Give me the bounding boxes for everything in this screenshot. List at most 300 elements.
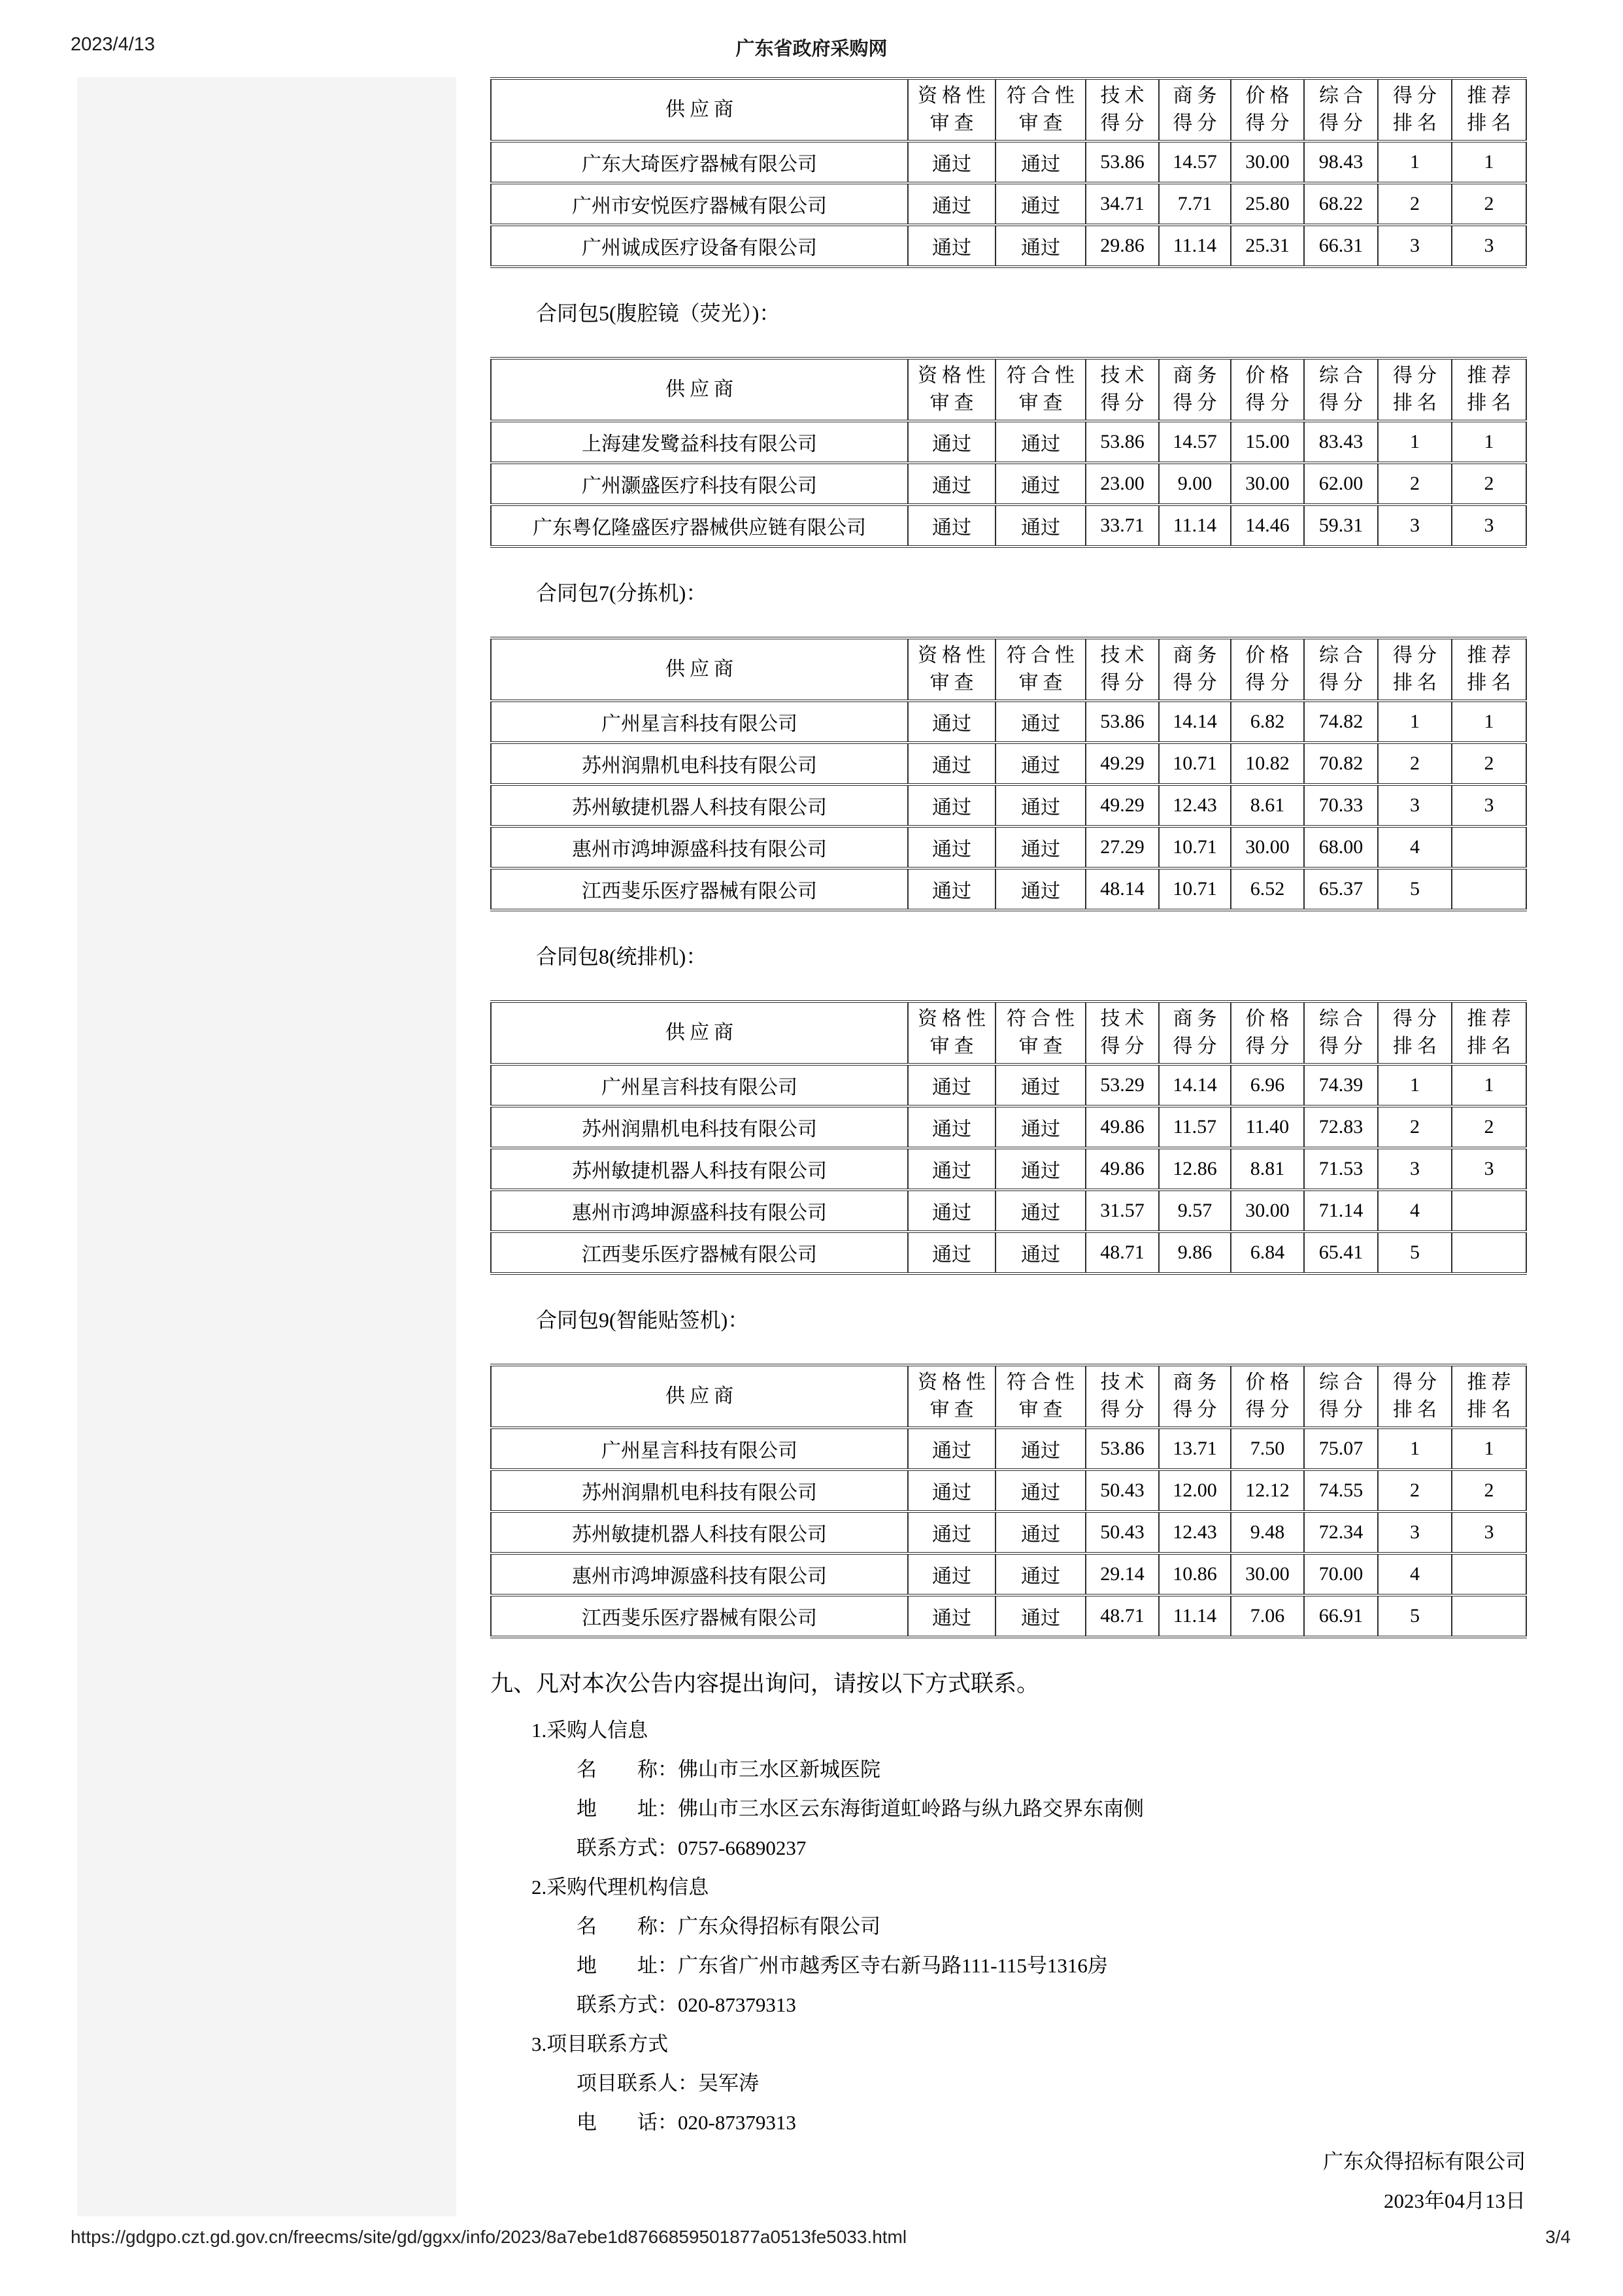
price-score-cell: 14.46 — [1231, 505, 1304, 547]
recommend-rank-cell: 1 — [1452, 1064, 1526, 1106]
column-header-line1: 商务 — [1173, 1372, 1222, 1393]
price-score-cell: 30.00 — [1231, 1553, 1304, 1595]
column-header-cell — [1086, 358, 1159, 421]
column-header-line2: 排名 — [1467, 1399, 1516, 1421]
qualification-review-cell: 通过 — [908, 183, 996, 225]
table-row — [491, 1148, 1526, 1190]
column-header-cell — [491, 1002, 908, 1064]
column-header-line1: 符合性 — [1007, 645, 1079, 666]
column-header-cell — [1452, 78, 1526, 141]
qualification-review-cell: 通过 — [908, 826, 996, 868]
footer-page-number: 3/4 — [1545, 2227, 1571, 2247]
column-header-cell — [491, 358, 908, 421]
column-header-line2: 得分 — [1319, 392, 1367, 414]
technical-score-cell: 49.29 — [1086, 785, 1159, 826]
comprehensive-score-cell: 65.37 — [1304, 868, 1378, 910]
table-row — [491, 1595, 1526, 1637]
recommend-rank-cell: 1 — [1452, 701, 1526, 743]
score-rank-cell: 1 — [1378, 141, 1452, 183]
column-header-cell — [1086, 78, 1159, 141]
business-score-cell: 10.86 — [1159, 1553, 1231, 1595]
business-score-cell: 9.57 — [1159, 1190, 1231, 1232]
recommend-rank-cell — [1452, 1190, 1526, 1232]
column-header-line1: 技术 — [1100, 365, 1149, 386]
price-score-cell: 30.00 — [1231, 141, 1304, 183]
comprehensive-score-cell: 70.33 — [1304, 785, 1378, 826]
recommend-rank-cell: 1 — [1452, 421, 1526, 463]
column-header-line2: 排名 — [1393, 672, 1441, 694]
conformity-review-cell: 通过 — [996, 1511, 1086, 1553]
recommend-rank-cell — [1452, 868, 1526, 910]
table-body — [491, 421, 1526, 547]
column-header-line2: 排名 — [1467, 1036, 1516, 1057]
price-score-cell: 6.52 — [1231, 868, 1304, 910]
qualification-review-cell: 通过 — [908, 1511, 996, 1553]
business-score-cell: 7.71 — [1159, 183, 1231, 225]
column-header-line1: 技术 — [1100, 645, 1149, 666]
recommend-rank-cell: 3 — [1452, 225, 1526, 267]
column-header-line2: 得分 — [1173, 392, 1222, 414]
supplier-cell: 苏州敏捷机器人科技有限公司 — [491, 1511, 908, 1553]
column-header-cell — [1159, 1365, 1231, 1428]
business-score-cell: 9.00 — [1159, 463, 1231, 505]
price-score-cell: 25.31 — [1231, 225, 1304, 267]
column-header-line2: 审查 — [1018, 672, 1067, 694]
document-content — [490, 77, 1526, 2221]
comprehensive-score-cell: 74.39 — [1304, 1064, 1378, 1106]
contact-group-title-project: 3.项目联系方式 — [531, 2032, 669, 2055]
conformity-review-cell: 通过 — [996, 1428, 1086, 1470]
column-header-line1: 得分 — [1393, 1372, 1441, 1393]
supplier-cell: 广州星言科技有限公司 — [491, 1064, 908, 1106]
column-header-line2: 排名 — [1467, 672, 1516, 694]
column-header-line1: 符合性 — [1007, 1008, 1079, 1030]
table-row — [491, 1428, 1526, 1470]
conformity-review-cell: 通过 — [996, 141, 1086, 183]
column-header-line2: 审查 — [929, 392, 979, 414]
conformity-review-cell: 通过 — [996, 1232, 1086, 1274]
qualification-review-cell: 通过 — [908, 505, 996, 547]
table-header-row — [491, 638, 1526, 701]
column-header-line1: 资格性 — [918, 645, 990, 666]
technical-score-cell: 53.86 — [1086, 421, 1159, 463]
score-rank-cell: 2 — [1378, 1106, 1452, 1148]
qualification-review-cell: 通过 — [908, 421, 996, 463]
column-header-cell — [908, 638, 996, 701]
score-table-package7 — [490, 637, 1527, 911]
column-header-line1: 供应商 — [665, 379, 738, 400]
column-header-cell — [1159, 358, 1231, 421]
column-header-line1: 推荐 — [1467, 365, 1516, 386]
column-header-cell — [908, 78, 996, 141]
recommend-rank-cell: 3 — [1452, 785, 1526, 826]
column-header-line1: 供应商 — [665, 99, 738, 120]
column-header-line2: 审查 — [1018, 1399, 1067, 1421]
conformity-review-cell: 通过 — [996, 701, 1086, 743]
price-score-cell: 25.80 — [1231, 183, 1304, 225]
business-score-cell: 12.43 — [1159, 785, 1231, 826]
supplier-cell: 广州市安悦医疗器械有限公司 — [491, 183, 908, 225]
conformity-review-cell: 通过 — [996, 743, 1086, 785]
column-header-line1: 技术 — [1100, 85, 1149, 107]
column-header-line2: 审查 — [1018, 1036, 1067, 1057]
comprehensive-score-cell: 71.53 — [1304, 1148, 1378, 1190]
business-score-cell: 10.71 — [1159, 826, 1231, 868]
page-title: 广东省政府采购网 — [735, 39, 888, 59]
price-score-cell: 7.06 — [1231, 1595, 1304, 1637]
contact-group-agency — [490, 1904, 1526, 2022]
score-rank-cell: 2 — [1378, 743, 1452, 785]
score-rank-cell: 2 — [1378, 1470, 1452, 1511]
price-score-cell: 6.82 — [1231, 701, 1304, 743]
technical-score-cell: 29.86 — [1086, 225, 1159, 267]
column-header-cell — [1452, 358, 1526, 421]
section-heading-package9: 合同包9(智能贴签机)： — [536, 1308, 749, 1332]
recommend-rank-cell: 2 — [1452, 1106, 1526, 1148]
score-rank-cell: 3 — [1378, 785, 1452, 826]
column-header-line1: 商务 — [1173, 645, 1222, 666]
business-score-cell: 12.86 — [1159, 1148, 1231, 1190]
qualification-review-cell: 通过 — [908, 743, 996, 785]
column-header-line2: 得分 — [1319, 672, 1367, 694]
column-header-cell — [1086, 1365, 1159, 1428]
column-header-cell — [1304, 1002, 1378, 1064]
column-header-line1: 资格性 — [918, 1008, 990, 1030]
technical-score-cell: 53.86 — [1086, 701, 1159, 743]
conformity-review-cell: 通过 — [996, 421, 1086, 463]
table-row — [491, 785, 1526, 826]
column-header-line1: 价格 — [1245, 1372, 1294, 1393]
score-rank-cell: 2 — [1378, 183, 1452, 225]
column-header-line2: 得分 — [1173, 112, 1222, 134]
column-header-line2: 审查 — [1018, 392, 1067, 414]
supplier-cell: 广州星言科技有限公司 — [491, 1428, 908, 1470]
column-header-line1: 供应商 — [665, 658, 738, 680]
technical-score-cell: 34.71 — [1086, 183, 1159, 225]
comprehensive-score-cell: 59.31 — [1304, 505, 1378, 547]
score-rank-cell: 3 — [1378, 505, 1452, 547]
comprehensive-score-cell: 72.83 — [1304, 1106, 1378, 1148]
score-rank-cell: 3 — [1378, 1148, 1452, 1190]
contact-line: 项目联系人：吴军涛 — [577, 2071, 759, 2095]
recommend-rank-cell: 1 — [1452, 141, 1526, 183]
recommend-rank-cell: 3 — [1452, 505, 1526, 547]
column-header-line1: 供应商 — [665, 1385, 738, 1407]
column-header-cell — [996, 78, 1086, 141]
price-score-cell: 15.00 — [1231, 421, 1304, 463]
column-header-line1: 技术 — [1100, 1372, 1149, 1393]
column-header-cell — [1304, 78, 1378, 141]
table-body — [491, 141, 1526, 267]
column-header-line1: 商务 — [1173, 85, 1222, 107]
qualification-review-cell: 通过 — [908, 141, 996, 183]
score-table-package5 — [490, 357, 1527, 548]
column-header-line2: 排名 — [1393, 112, 1441, 134]
contact-group-title-agency: 2.采购代理机构信息 — [531, 1875, 709, 1899]
column-header-line1: 得分 — [1393, 365, 1441, 386]
column-header-line1: 资格性 — [918, 85, 990, 107]
table-header-row — [491, 358, 1526, 421]
business-score-cell: 14.57 — [1159, 141, 1231, 183]
recommend-rank-cell: 3 — [1452, 1148, 1526, 1190]
column-header-line2: 得分 — [1173, 1036, 1222, 1057]
contact-line: 联系方式：0757-66890237 — [577, 1836, 807, 1859]
footer-url: https://gdgpo.czt.gd.gov.cn/freecms/site/gd/ggxx/info/2023/8a7ebe1d8766859501877a0513fe5033.html — [71, 2227, 907, 2247]
column-header-cell — [1231, 1002, 1304, 1064]
column-header-cell — [1231, 638, 1304, 701]
supplier-cell: 江西斐乐医疗器械有限公司 — [491, 868, 908, 910]
conformity-review-cell: 通过 — [996, 1595, 1086, 1637]
conformity-review-cell: 通过 — [996, 785, 1086, 826]
price-score-cell: 8.81 — [1231, 1148, 1304, 1190]
recommend-rank-cell: 2 — [1452, 463, 1526, 505]
column-header-line2: 得分 — [1245, 1399, 1294, 1421]
column-header-line2: 审查 — [929, 1399, 979, 1421]
column-header-line2: 审查 — [1018, 112, 1067, 134]
conformity-review-cell: 通过 — [996, 1470, 1086, 1511]
contact-line: 地 址：广东省广州市越秀区寺右新马路111-115号1316房 — [577, 1953, 1108, 1977]
column-header-cell — [1159, 1002, 1231, 1064]
business-score-cell: 10.71 — [1159, 868, 1231, 910]
qualification-review-cell: 通过 — [908, 1148, 996, 1190]
column-header-line2: 得分 — [1245, 1036, 1294, 1057]
column-header-line2: 排名 — [1393, 1399, 1441, 1421]
technical-score-cell: 31.57 — [1086, 1190, 1159, 1232]
table-body — [491, 701, 1526, 910]
contact-line: 电 话：020-87379313 — [577, 2110, 796, 2134]
column-header-line2: 得分 — [1245, 672, 1294, 694]
column-header-line1: 商务 — [1173, 1008, 1222, 1030]
column-header-cell — [1378, 1365, 1452, 1428]
contact-group-title-purchaser: 1.采购人信息 — [531, 1718, 648, 1742]
section-heading-package8: 合同包8(统排机)： — [536, 945, 707, 968]
column-header-cell — [1231, 358, 1304, 421]
column-header-cell — [1086, 638, 1159, 701]
qualification-review-cell: 通过 — [908, 868, 996, 910]
table-row — [491, 421, 1526, 463]
section-heading-package7: 合同包7(分拣机)： — [536, 581, 707, 605]
conformity-review-cell: 通过 — [996, 463, 1086, 505]
table-row — [491, 1511, 1526, 1553]
score-table-package8 — [490, 1000, 1527, 1275]
section-heading-package5: 合同包5(腹腔镜（荧光）)： — [536, 301, 780, 325]
column-header-line1: 技术 — [1100, 1008, 1149, 1030]
conformity-review-cell: 通过 — [996, 1064, 1086, 1106]
technical-score-cell: 49.86 — [1086, 1106, 1159, 1148]
column-header-line2: 得分 — [1245, 112, 1294, 134]
score-rank-cell: 1 — [1378, 421, 1452, 463]
contact-line: 名 称：广东众得招标有限公司 — [577, 1914, 880, 1938]
column-header-cell — [1378, 1002, 1452, 1064]
signature-company: 广东众得招标有限公司 — [1323, 2150, 1526, 2173]
score-rank-cell: 5 — [1378, 868, 1452, 910]
comprehensive-score-cell: 70.00 — [1304, 1553, 1378, 1595]
column-header-line2: 得分 — [1100, 112, 1149, 134]
qualification-review-cell: 通过 — [908, 1064, 996, 1106]
business-score-cell: 11.14 — [1159, 505, 1231, 547]
table-row — [491, 463, 1526, 505]
recommend-rank-cell — [1452, 826, 1526, 868]
table-row — [491, 1106, 1526, 1148]
table-header-row — [491, 1002, 1526, 1064]
table-header-row — [491, 1365, 1526, 1428]
supplier-cell: 广东粤亿隆盛医疗器械供应链有限公司 — [491, 505, 908, 547]
price-score-cell: 9.48 — [1231, 1511, 1304, 1553]
column-header-line1: 综合 — [1319, 85, 1367, 107]
recommend-rank-cell: 1 — [1452, 1428, 1526, 1470]
score-rank-cell: 2 — [1378, 463, 1452, 505]
contact-group-purchaser — [490, 1747, 1526, 1865]
technical-score-cell: 29.14 — [1086, 1553, 1159, 1595]
column-header-cell — [908, 1002, 996, 1064]
comprehensive-score-cell: 72.34 — [1304, 1511, 1378, 1553]
column-header-cell — [491, 638, 908, 701]
column-header-cell — [1378, 638, 1452, 701]
column-header-line2: 排名 — [1393, 392, 1441, 414]
score-rank-cell: 3 — [1378, 1511, 1452, 1553]
score-rank-cell: 4 — [1378, 1190, 1452, 1232]
column-header-cell — [908, 1365, 996, 1428]
score-rank-cell: 3 — [1378, 225, 1452, 267]
comprehensive-score-cell: 98.43 — [1304, 141, 1378, 183]
column-header-cell — [1304, 1365, 1378, 1428]
column-header-cell — [1304, 358, 1378, 421]
column-header-line1: 推荐 — [1467, 645, 1516, 666]
business-score-cell: 10.71 — [1159, 743, 1231, 785]
recommend-rank-cell — [1452, 1553, 1526, 1595]
table-row — [491, 1553, 1526, 1595]
business-score-cell: 11.57 — [1159, 1106, 1231, 1148]
conformity-review-cell: 通过 — [996, 505, 1086, 547]
comprehensive-score-cell: 68.22 — [1304, 183, 1378, 225]
column-header-line1: 价格 — [1245, 645, 1294, 666]
technical-score-cell: 48.71 — [1086, 1232, 1159, 1274]
qualification-review-cell: 通过 — [908, 785, 996, 826]
inquiry-heading: 九、凡对本次公告内容提出询问，请按以下方式联系。 — [490, 1671, 1040, 1697]
table-row — [491, 1470, 1526, 1511]
column-header-cell — [491, 78, 908, 141]
conformity-review-cell: 通过 — [996, 1553, 1086, 1595]
column-header-cell — [1231, 1365, 1304, 1428]
technical-score-cell: 53.29 — [1086, 1064, 1159, 1106]
contact-line: 名 称：佛山市三水区新城医院 — [577, 1757, 880, 1781]
recommend-rank-cell: 2 — [1452, 183, 1526, 225]
column-header-cell — [996, 1002, 1086, 1064]
column-header-line1: 得分 — [1393, 1008, 1441, 1030]
technical-score-cell: 49.29 — [1086, 743, 1159, 785]
score-rank-cell: 1 — [1378, 1064, 1452, 1106]
column-header-line1: 资格性 — [918, 1372, 990, 1393]
column-header-line1: 得分 — [1393, 85, 1441, 107]
qualification-review-cell: 通过 — [908, 225, 996, 267]
table-row — [491, 505, 1526, 547]
score-rank-cell: 1 — [1378, 701, 1452, 743]
technical-score-cell: 48.71 — [1086, 1595, 1159, 1637]
price-score-cell: 6.96 — [1231, 1064, 1304, 1106]
conformity-review-cell: 通过 — [996, 1190, 1086, 1232]
qualification-review-cell: 通过 — [908, 1190, 996, 1232]
supplier-cell: 广州灏盛医疗科技有限公司 — [491, 463, 908, 505]
column-header-line1: 价格 — [1245, 365, 1294, 386]
price-score-cell: 12.12 — [1231, 1470, 1304, 1511]
conformity-review-cell: 通过 — [996, 826, 1086, 868]
technical-score-cell: 50.43 — [1086, 1470, 1159, 1511]
column-header-line1: 推荐 — [1467, 1372, 1516, 1393]
business-score-cell: 14.57 — [1159, 421, 1231, 463]
supplier-cell: 广州诚成医疗设备有限公司 — [491, 225, 908, 267]
price-score-cell: 10.82 — [1231, 743, 1304, 785]
price-score-cell: 30.00 — [1231, 826, 1304, 868]
print-date: 2023/4/13 — [71, 34, 156, 55]
comprehensive-score-cell: 70.82 — [1304, 743, 1378, 785]
conformity-review-cell: 通过 — [996, 1106, 1086, 1148]
column-header-cell — [996, 1365, 1086, 1428]
qualification-review-cell: 通过 — [908, 463, 996, 505]
qualification-review-cell: 通过 — [908, 1595, 996, 1637]
column-header-line1: 推荐 — [1467, 85, 1516, 107]
qualification-review-cell: 通过 — [908, 1232, 996, 1274]
supplier-cell: 苏州润鼎机电科技有限公司 — [491, 743, 908, 785]
column-header-cell — [1086, 1002, 1159, 1064]
supplier-cell: 苏州敏捷机器人科技有限公司 — [491, 785, 908, 826]
supplier-cell: 广东大琦医疗器械有限公司 — [491, 141, 908, 183]
recommend-rank-cell: 2 — [1452, 1470, 1526, 1511]
price-score-cell: 8.61 — [1231, 785, 1304, 826]
column-header-cell — [908, 358, 996, 421]
column-header-line2: 得分 — [1319, 1399, 1367, 1421]
column-header-line2: 得分 — [1319, 112, 1367, 134]
score-rank-cell: 5 — [1378, 1595, 1452, 1637]
supplier-cell: 苏州润鼎机电科技有限公司 — [491, 1106, 908, 1148]
column-header-line2: 得分 — [1173, 672, 1222, 694]
column-header-line2: 排名 — [1467, 112, 1516, 134]
conformity-review-cell: 通过 — [996, 183, 1086, 225]
supplier-cell: 惠州市鸿坤源盛科技有限公司 — [491, 1553, 908, 1595]
comprehensive-score-cell: 75.07 — [1304, 1428, 1378, 1470]
table-row — [491, 743, 1526, 785]
column-header-line1: 综合 — [1319, 365, 1367, 386]
column-header-line2: 审查 — [929, 672, 979, 694]
business-score-cell: 12.43 — [1159, 1511, 1231, 1553]
column-header-cell — [996, 358, 1086, 421]
column-header-cell — [1159, 78, 1231, 141]
column-header-cell — [1231, 78, 1304, 141]
conformity-review-cell: 通过 — [996, 1148, 1086, 1190]
column-header-line1: 供应商 — [665, 1022, 738, 1043]
table-row — [491, 141, 1526, 183]
supplier-cell: 江西斐乐医疗器械有限公司 — [491, 1232, 908, 1274]
column-header-line2: 得分 — [1173, 1399, 1222, 1421]
supplier-cell: 惠州市鸿坤源盛科技有限公司 — [491, 1190, 908, 1232]
price-score-cell: 6.84 — [1231, 1232, 1304, 1274]
comprehensive-score-cell: 68.00 — [1304, 826, 1378, 868]
table-row — [491, 1190, 1526, 1232]
column-header-line1: 综合 — [1319, 1008, 1367, 1030]
business-score-cell: 14.14 — [1159, 701, 1231, 743]
column-header-line2: 得分 — [1319, 1036, 1367, 1057]
score-rank-cell: 1 — [1378, 1428, 1452, 1470]
business-score-cell: 11.14 — [1159, 225, 1231, 267]
supplier-cell: 苏州敏捷机器人科技有限公司 — [491, 1148, 908, 1190]
business-score-cell: 12.00 — [1159, 1470, 1231, 1511]
score-table-package9 — [490, 1364, 1527, 1638]
qualification-review-cell: 通过 — [908, 1553, 996, 1595]
column-header-cell — [491, 1365, 908, 1428]
comprehensive-score-cell: 66.31 — [1304, 225, 1378, 267]
column-header-cell — [1378, 78, 1452, 141]
qualification-review-cell: 通过 — [908, 1106, 996, 1148]
technical-score-cell: 48.14 — [1086, 868, 1159, 910]
